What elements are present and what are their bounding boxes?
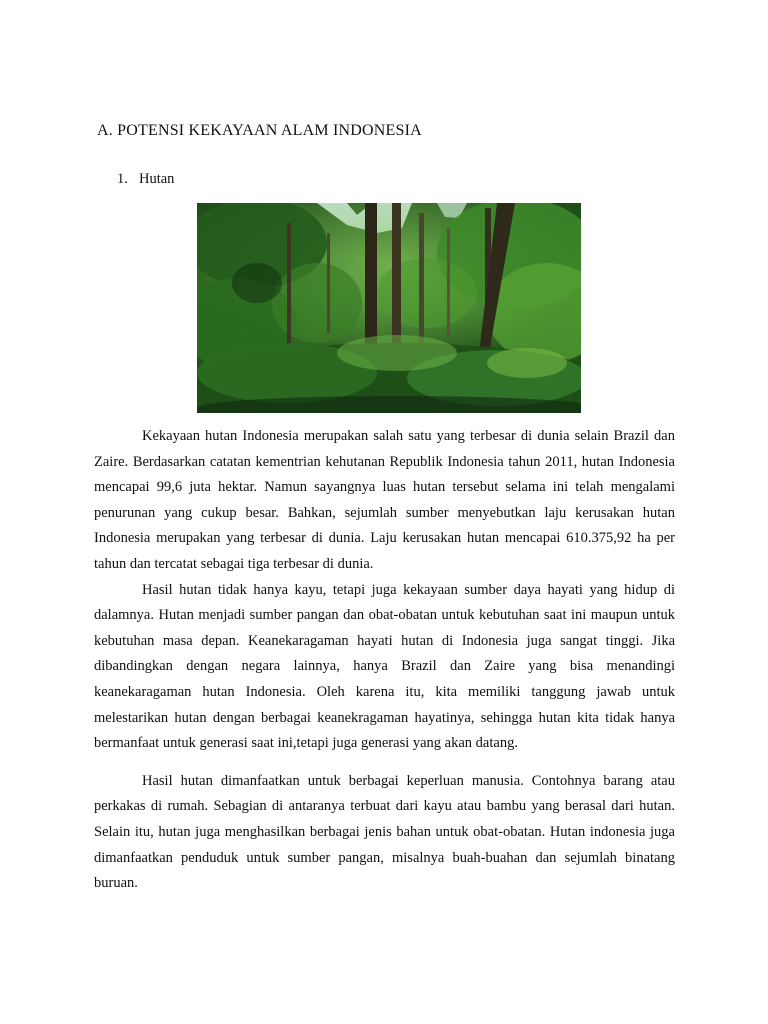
paragraph-3: Hasil hutan dimanfaatkan untuk berbagai keperluan manusia. Contohnya barang atau perkakas di rumah. Sebagian di antaranya terbuat dari kayu atau bambu yang berasal dari hutan. Selain itu, hutan juga menghasilkan berbagai jenis bahan untuk obat-obatan. Hutan indonesia juga dimanfaatkan penduduk untuk sumber pangan, misalnya buah-buahan dan sejumlah binatang buruan. bbox=[94, 772, 675, 892]
subsection-heading bbox=[117, 171, 174, 188]
body-text bbox=[94, 424, 675, 897]
paragraph-2: Hasil hutan tidak hanya kayu, tetapi juga kekayaan sumber daya hayati yang hidup di dalamnya. Hutan menjadi sumber pangan dan obat-obatan untuk kebutuhan saat ini maupun untuk kebutuhan masa depan. Keanekaragaman hayati hutan di Indonesia juga sangat tinggi. Jika dibandingkan dengan negara lainnya, hanya Brazil dan Zaire yang bisa menandingi keanekaragaman hutan Indonesia. Oleh karena itu, kita memiliki tanggung jawab untuk melestarikan hutan dengan berbagai keanekragaman hayatinya, sehingga hutan kita tidak hanya bermanfaat untuk generasi saat ini,tetapi juga generasi yang akan datang. bbox=[94, 581, 675, 752]
subsection-label: Hutan bbox=[139, 171, 175, 187]
forest-photo bbox=[197, 203, 581, 413]
subsection-number: 1. bbox=[117, 171, 128, 187]
section-heading: A. POTENSI KEKAYAAN ALAM INDONESIA bbox=[97, 122, 422, 139]
paragraph-1: Kekayaan hutan Indonesia merupakan salah satu yang terbesar di dunia selain Brazil dan Zaire. Berdasarkan catatan kementrian kehutanan Republik Indonesia tahun 2011, hutan Indonesia mencapai 99,6 juta hektar. Namun sayangnya luas hutan tersebut selama ini telah mengalami penurunan yang cukup besar. Bahkan, sejumlah sumber menyebutkan laju kerusakan hutan Indonesia merupakan yang terbesar di dunia. Laju kerusakan hutan mencapai 610.375,92 ha per tahun dan tercatat sebagai tiga terbesar di dunia. bbox=[94, 428, 675, 572]
